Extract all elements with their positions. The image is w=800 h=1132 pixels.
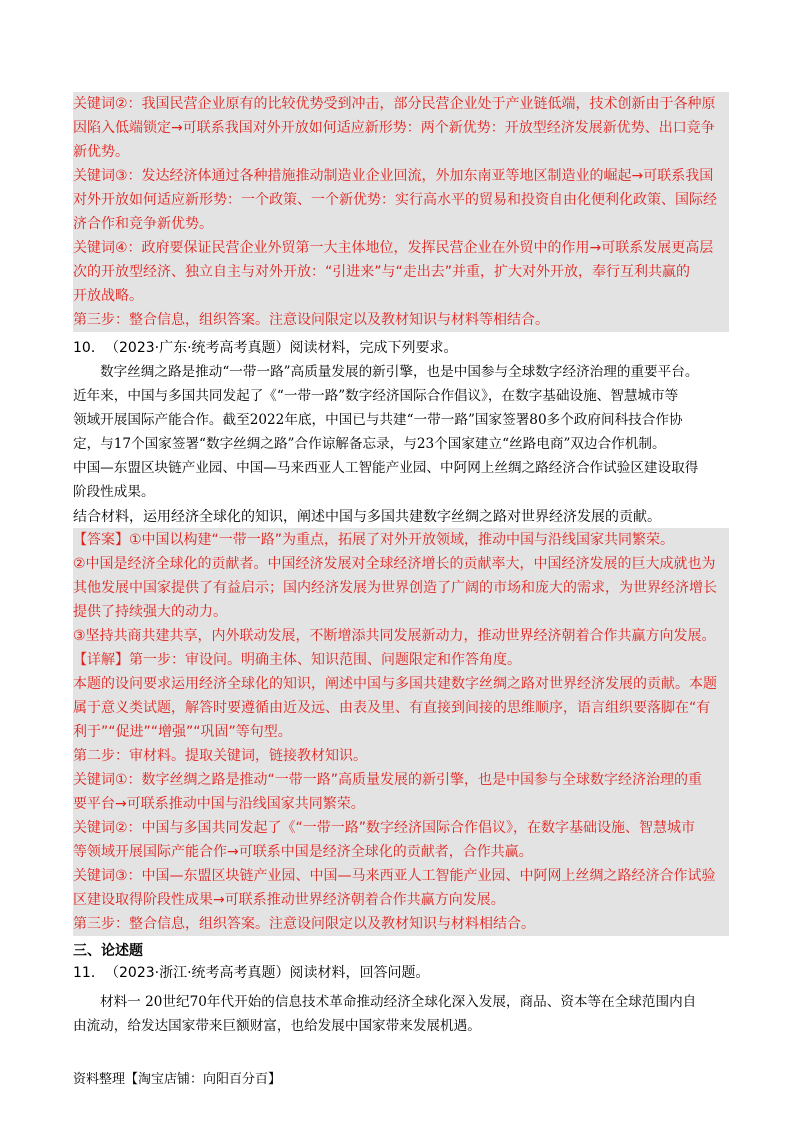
analysis-line: 第三步：整合信息，组织答案。注意设问限定以及教材知识与材料等相结合。 xyxy=(73,312,549,328)
question-10-prompt: 结合材料，运用经济全球化的知识，阐述中国与多国共建数字丝绸之路对世界经济发展的贡献。 xyxy=(73,509,661,525)
answer-line: 其他发展中国家提供了有益启示；国内经济发展为世界创造了广阔的市场和庞大的需求，为世界经济增长 xyxy=(73,580,717,596)
answer-line: ③坚持共商共建共享，内外联动发展，不断增添共同发展新动力，推动世界经济朝着合作共赢方向发展。 xyxy=(73,628,716,644)
analysis-line: 开放战略。 xyxy=(73,288,143,304)
question-source: （2023·浙江·统考高考真题）阅读材料，回答问题。 xyxy=(105,965,430,981)
explanation-line: 区建设取得阶段性成果→可联系推动世界经济朝着合作共赢方向发展。 xyxy=(73,892,505,908)
material-line: 材料一 20世纪70年代开始的信息技术革命推动经济全球化深入发展，商品、资本等在全球范围内自 xyxy=(100,994,697,1010)
analysis-line: 关键词④：政府要保证民营企业外贸第一大主体地位，发挥民营企业在外贸中的作用→可联系发展更高层 xyxy=(73,240,714,256)
answer-block-question-10 xyxy=(73,528,729,936)
material-line: 近年来，中国与多国共同发起了《“一带一路”数字经济国际合作倡议》，在数字基础设施、智慧城市等 xyxy=(73,388,679,404)
explanation-line: 属于意义类试题，解答时要遵循由近及远、由表及里、有直接到间接的思维顺序，语言组织要落脚在“有 xyxy=(73,700,711,716)
material-line: 定，与17个国家签署“数字丝绸之路”合作谅解备忘录，与23个国家建立“丝路电商”双边合作机制。 xyxy=(73,436,666,452)
analysis-line: 新优势。 xyxy=(73,144,129,160)
explanation-line: 【详解】第一步：审设问。明确主体、知识范围、问题限定和作答角度。 xyxy=(73,652,521,668)
question-number: 10． xyxy=(73,340,105,356)
question-11-material xyxy=(73,990,733,1038)
material-line: 领域开展国际产能合作。截至2022年底，中国已与共建“一带一路”国家签署80多个政府间科技合作协 xyxy=(73,412,683,428)
page-footer: 资料整理【淘宝店铺：向阳百分百】 xyxy=(73,1072,282,1087)
material-line: 数字丝绸之路是推动“一带一路”高质量发展的新引擎，也是中国参与全球数字经济治理的重要平台。 xyxy=(100,364,699,380)
analysis-line: 对外开放如何适应新形势：一个政策、一个新优势：实行高水平的贸易和投资自由化便利化政策、国际经 xyxy=(73,192,717,208)
analysis-line: 济合作和竞争新优势。 xyxy=(73,216,213,232)
answer-line: 提供了持续强大的动力。 xyxy=(73,604,227,620)
question-11-heading xyxy=(73,962,733,984)
material-line: 中国—东盟区块链产业园、中国—马来西亚人工智能产业园、中阿网上丝绸之路经济合作试验区建设取得 xyxy=(73,460,699,476)
answer-line: 【答案】①中国以构建“一带一路”为重点，拓展了对外开放领域，推动中国与沿线国家共同繁荣。 xyxy=(73,532,675,548)
question-source: （2023·广东·统考高考真题）阅读材料，完成下列要求。 xyxy=(105,340,458,356)
explanation-line: 关键词①：数字丝绸之路是推动“一带一路”高质量发展的新引擎，也是中国参与全球数字经济治理的重 xyxy=(73,772,703,788)
explanation-line: 关键词③：中国—东盟区块链产业园、中国—马来西亚人工智能产业园、中阿网上丝绸之路经济合作试验 xyxy=(73,868,716,884)
explanation-line: 利于”“促进”“增强”“巩固”等句型。 xyxy=(73,724,292,740)
explanation-line: 第二步：审材料。提取关键词，链接教材知识。 xyxy=(73,748,367,764)
analysis-line: 关键词②：我国民营企业原有的比较优势受到冲击，部分民营企业处于产业链低端，技术创新由于各种原 xyxy=(73,96,716,112)
analysis-line: 因陷入低端锁定→可联系我国对外开放如何适应新形势：两个新优势：开放型经济发展新优势、出口竞争 xyxy=(73,120,715,136)
explanation-line: 本题的设问要求运用经济全球化的知识，阐述中国与多国共建数字丝绸之路对世界经济发展的贡献。本题 xyxy=(73,676,717,692)
explanation-line: 关键词②：中国与多国共同发起了《“一带一路”数字经济国际合作倡议》，在数字基础设施、智慧城市 xyxy=(73,820,696,836)
explanation-line: 等领域开展国际产能合作→可联系中国是经济全球化的贡献者，合作共赢。 xyxy=(73,844,533,860)
analysis-block-previous xyxy=(73,92,729,332)
section-title: 三、论述题 xyxy=(73,943,143,959)
analysis-line: 关键词③：发达经济体通过各种措施推动制造业企业回流，外加东南亚等地区制造业的崛起→可联系我国 xyxy=(73,168,714,184)
question-10-heading xyxy=(73,337,733,359)
explanation-line: 第三步：整合信息，组织答案。注意设问限定以及教材知识与材料相结合。 xyxy=(73,916,535,932)
question-number: 11． xyxy=(73,965,105,981)
material-line: 阶段性成果。 xyxy=(73,484,155,500)
answer-line: ②中国是经济全球化的贡献者。中国经济发展对全球经济增长的贡献率大，中国经济发展的巨大成就也为 xyxy=(73,556,716,572)
explanation-line: 要平台→可联系推动中国与沿线国家共同繁荣。 xyxy=(73,796,365,812)
analysis-line: 次的开放型经济、独立自主与对外开放：“引进来”与“走出去”并重，扩大对外开放，奉行互利共赢的 xyxy=(73,264,691,280)
material-line: 由流动，给发达国家带来巨额财富，也给发展中国家带来发展机遇。 xyxy=(73,1018,481,1034)
question-10-material xyxy=(73,360,733,504)
